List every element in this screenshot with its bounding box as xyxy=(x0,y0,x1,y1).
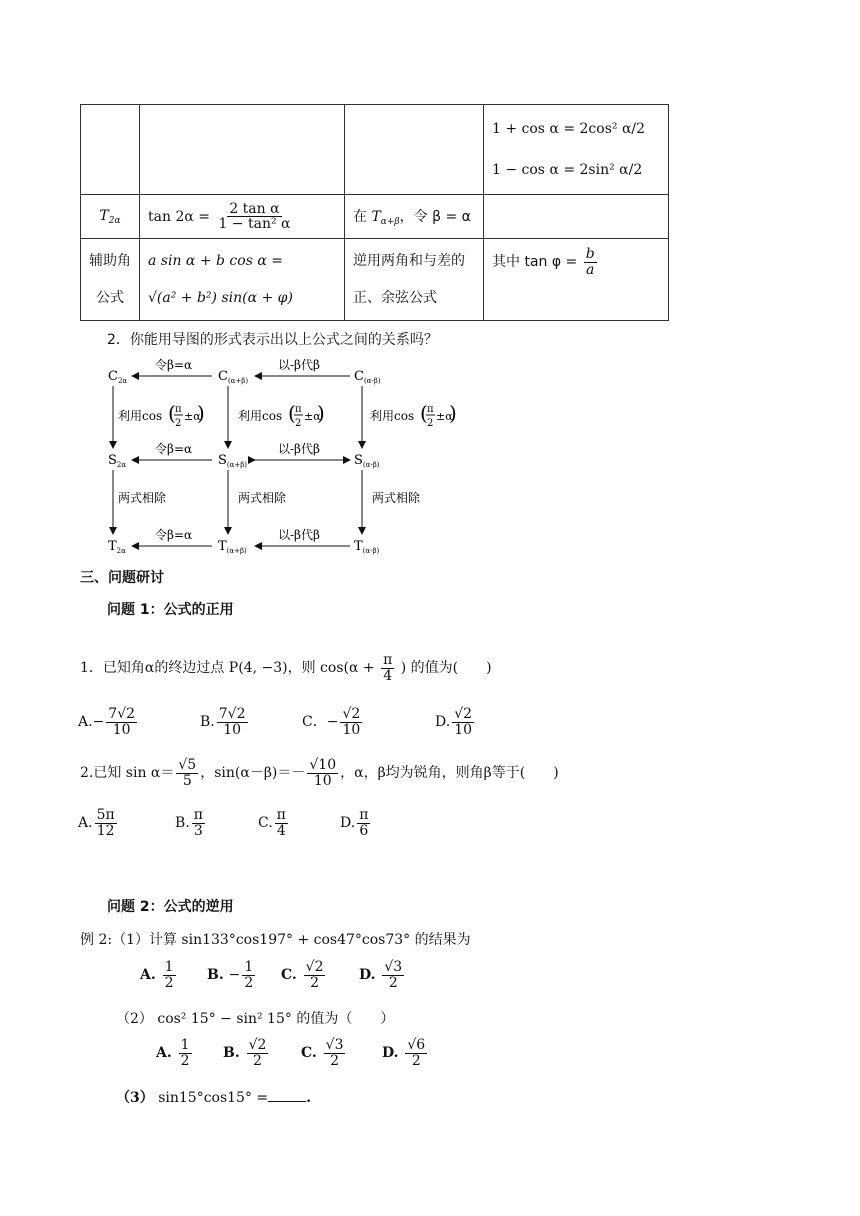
svg-text:): ) xyxy=(449,401,457,425)
option-fraction xyxy=(304,960,326,990)
fraction-denominator: 2 xyxy=(330,1052,340,1069)
note-prefix: 在 xyxy=(353,209,367,226)
option-fraction xyxy=(340,707,362,737)
q1-stem-a: 1．已知角α的终边过点 P(4, −3)，则 cos(α + xyxy=(80,660,375,677)
part3-text: sin15°cos15° = xyxy=(158,1090,269,1106)
table-row xyxy=(81,105,669,195)
note-t: T xyxy=(371,209,381,226)
aux-angle-name-1: 辅助角 xyxy=(89,253,131,270)
table-cell xyxy=(81,195,140,239)
svg-text:): ) xyxy=(317,401,325,425)
fraction-denominator: 4 xyxy=(276,822,286,839)
label-let-2: 令β=α xyxy=(155,442,193,456)
fraction-denominator: 2 xyxy=(253,1052,262,1069)
label-let-3: 令β=α xyxy=(155,528,193,542)
q1-stem xyxy=(80,653,492,683)
ex2-p2-option-d[interactable] xyxy=(382,1038,429,1068)
tan-double-left: tan 2α = xyxy=(148,208,210,225)
ex2-p1-option-d[interactable] xyxy=(359,960,406,990)
fraction-numerator: 1 xyxy=(244,959,254,975)
ex2-p2-option-a[interactable] xyxy=(156,1038,194,1068)
node-splus: $S_{(\alpha+\beta)}$ xyxy=(218,453,248,469)
svg-text:±α: ±α xyxy=(436,410,453,423)
problem-1-title: 问题 1：公式的正用 xyxy=(107,602,234,618)
fraction-numerator: √10 xyxy=(309,757,337,773)
label-replace-3: 以-β代β xyxy=(278,528,320,542)
table-cell xyxy=(484,239,669,321)
label-divide-1: 两式相除 xyxy=(118,491,167,505)
node-s2a: $S_{2\alpha}$ xyxy=(108,453,127,469)
option-letter: D. xyxy=(382,1045,399,1062)
fraction-numerator: π xyxy=(276,807,286,823)
fraction-numerator: 2 tan α xyxy=(229,200,280,217)
option-sign: − xyxy=(228,967,241,984)
q2-option-d[interactable] xyxy=(340,808,372,838)
option-letter: B. xyxy=(175,815,190,832)
option-fraction xyxy=(324,1038,346,1068)
svg-text:±α: ±α xyxy=(184,410,201,423)
table-cell xyxy=(484,195,669,239)
fraction-denominator: 2 xyxy=(310,974,320,991)
ex2-p1-option-c[interactable] xyxy=(281,960,327,990)
note-t-sub: α+β xyxy=(380,217,400,228)
option-letter: A. xyxy=(78,714,93,731)
fraction-numerator: √2 xyxy=(305,959,324,975)
aux-extra-prefix: 其中 tan φ = xyxy=(492,254,578,271)
formula-name: T xyxy=(99,207,109,224)
svg-text:(: ( xyxy=(168,401,176,425)
option-letter: D. xyxy=(340,815,356,832)
section-heading: 三、问题研讨 xyxy=(80,570,164,586)
fraction-denominator: 10 xyxy=(454,721,473,738)
node-c2a: $C_{2\alpha}$ xyxy=(108,369,128,385)
option-letter: D. xyxy=(435,714,451,731)
label-use-cos-1 xyxy=(118,401,205,429)
q1-option-d[interactable] xyxy=(435,707,476,737)
option-fraction xyxy=(106,707,137,737)
ex2-p2-option-b[interactable] xyxy=(223,1038,270,1068)
ex2-p2-option-c[interactable] xyxy=(301,1038,347,1068)
answer-blank[interactable] xyxy=(268,1101,306,1102)
q2-stem-c: ，α，β均为锐角，则角β等于( ) xyxy=(340,765,559,782)
option-letter: B. xyxy=(223,1045,240,1062)
option-fraction xyxy=(275,808,288,838)
q1-option-a[interactable] xyxy=(78,707,139,737)
label-replace-2: 以-β代β xyxy=(278,442,320,456)
q2-fraction-1 xyxy=(176,758,198,788)
fraction-numerator: π xyxy=(359,807,369,823)
svg-text:(: ( xyxy=(288,401,296,425)
option-fraction xyxy=(405,1038,427,1068)
option-fraction xyxy=(95,808,117,838)
table-cell xyxy=(345,195,484,239)
q2-option-b[interactable] xyxy=(175,808,207,838)
fraction-numerator: 1 xyxy=(164,959,174,975)
ex2-p1-option-a[interactable] xyxy=(140,960,178,990)
fraction-denominator: 2 xyxy=(244,974,254,991)
fraction-numerator: √5 xyxy=(178,757,197,773)
fraction-denominator: a xyxy=(586,261,595,278)
svg-text:(: ( xyxy=(420,401,428,425)
question-2: 2．你能用导图的形式表示出以上公式之间的关系吗？ xyxy=(107,332,438,348)
option-letter: C. xyxy=(281,967,297,984)
ex2-p1-option-b[interactable] xyxy=(207,960,257,990)
option-fraction xyxy=(217,707,248,737)
aux-angle-name-2: 公式 xyxy=(96,289,124,306)
aux-formula-line1: a sin α + b cos α = xyxy=(148,253,283,270)
option-fraction xyxy=(382,960,404,990)
fraction-denominator: 6 xyxy=(359,822,369,839)
fraction-denominator: 2 xyxy=(388,974,398,991)
fraction-denominator: 10 xyxy=(223,721,242,738)
svg-text:2: 2 xyxy=(175,418,182,429)
option-fraction xyxy=(357,808,370,838)
q2-option-c[interactable] xyxy=(258,808,290,838)
label-use-cos-2 xyxy=(238,401,325,429)
fraction-numerator: √3 xyxy=(325,1037,344,1053)
fraction-numerator: √2 xyxy=(342,706,361,722)
option-sign: − xyxy=(326,714,339,731)
option-letter: C. xyxy=(301,1045,317,1062)
option-letter: B. xyxy=(200,714,215,731)
table-row xyxy=(81,195,669,239)
node-sminus: $S_{(\alpha-\beta)}$ xyxy=(354,453,380,469)
label-divide-2: 两式相除 xyxy=(238,491,287,505)
aux-formula-line2: √(a² + b²) sin(α + φ) xyxy=(148,289,293,306)
fraction-denominator: 10 xyxy=(342,721,361,738)
fraction-numerator: 5π xyxy=(96,807,115,823)
svg-text:利用cos: 利用cos xyxy=(238,409,283,423)
fraction-numerator: 1 xyxy=(180,1037,190,1053)
option-fraction xyxy=(452,707,474,737)
option-letter: A. xyxy=(156,1045,172,1062)
fraction-denominator: 5 xyxy=(182,772,192,789)
fraction-numerator: √3 xyxy=(384,959,403,975)
table-cell xyxy=(484,105,669,195)
fraction-denominator: 2 xyxy=(164,974,174,991)
formula-name-sub: 2α xyxy=(108,215,121,226)
fraction-denominator: 12 xyxy=(96,822,115,839)
q1-option-c[interactable] xyxy=(302,707,364,737)
node-cplus: $C_{(\alpha+\beta)}$ xyxy=(218,369,249,385)
label-replace-1: 以-β代β xyxy=(278,358,320,372)
option-letter: B. xyxy=(207,967,224,984)
q2-fraction-2 xyxy=(307,758,338,788)
option-letter: A. xyxy=(140,967,156,984)
option-fraction xyxy=(179,1038,192,1068)
node-t2a: $T_{2\alpha}$ xyxy=(108,539,126,555)
half-angle-cos-formula: 1 + cos α = 2cos² α/2 xyxy=(492,121,646,137)
table-cell xyxy=(345,239,484,321)
table-row xyxy=(81,239,669,321)
svg-text:π: π xyxy=(175,404,182,415)
tan-double-fraction xyxy=(216,202,292,232)
node-cminus: $C_{(\alpha-\beta)}$ xyxy=(354,369,381,385)
option-fraction xyxy=(192,808,205,838)
aux-note-line1: 逆用两角和与差的 xyxy=(353,253,465,270)
q1-option-b[interactable] xyxy=(200,707,250,737)
label-use-cos-3 xyxy=(370,401,457,429)
example-2-part3 xyxy=(116,1087,311,1107)
aux-note-line2: 正、余弦公式 xyxy=(353,289,437,306)
option-fraction xyxy=(163,960,176,990)
option-fraction xyxy=(242,960,255,990)
table-cell xyxy=(140,239,345,321)
fraction-numerator: √2 xyxy=(248,1037,267,1053)
option-letter: A. xyxy=(78,815,93,832)
q2-stem-a: 2.已知 sin α＝ xyxy=(80,765,175,782)
part3-end: . xyxy=(306,1090,312,1106)
svg-text:π: π xyxy=(295,404,302,415)
fraction-numerator: √6 xyxy=(407,1037,426,1053)
table-cell xyxy=(345,105,484,195)
table-cell xyxy=(81,239,140,321)
q2-option-a[interactable] xyxy=(78,808,119,838)
fraction-numerator: 7√2 xyxy=(218,706,246,722)
fraction-numerator: b xyxy=(585,246,595,263)
fraction-denominator: 2 xyxy=(411,1052,421,1069)
svg-text:±α: ±α xyxy=(304,410,321,423)
svg-text:利用cos: 利用cos xyxy=(370,409,415,423)
q2-stem-b: ，sin(α－β)＝－ xyxy=(200,765,306,782)
formula-table xyxy=(80,104,669,321)
fraction-denominator: 10 xyxy=(112,721,131,738)
fraction-denominator: 1 − tan² α xyxy=(218,216,291,233)
fraction-numerator: √2 xyxy=(454,706,473,722)
label-let-1: 令β=α xyxy=(155,358,193,372)
q2-stem xyxy=(80,758,559,788)
node-tminus: $T_{(\alpha-\beta)}$ xyxy=(354,539,380,555)
label-divide-3: 两式相除 xyxy=(372,491,421,505)
option-letter: C. xyxy=(258,815,273,832)
half-angle-sin-formula: 1 − cos α = 2sin² α/2 xyxy=(492,161,643,178)
example-2-part2: （2） cos² 15° − sin² 15° 的值为（ ） xyxy=(116,1011,395,1027)
table-cell xyxy=(140,105,345,195)
option-letter: C． xyxy=(302,714,327,731)
fraction-denominator: 4 xyxy=(383,667,393,684)
option-fraction xyxy=(247,1038,269,1068)
q1-stem-b: ) 的值为( ) xyxy=(400,660,492,677)
table-cell xyxy=(81,105,140,195)
example-2-part1: 例 2:（1）计算 sin133°cos197° + cos47°cos73° 的结果为 xyxy=(80,932,471,948)
q1-stem-fraction xyxy=(381,653,394,683)
formula-relation-diagram xyxy=(100,356,480,556)
part3-label: （3） xyxy=(116,1090,154,1106)
option-letter: D. xyxy=(359,967,376,984)
fraction-denominator: 2 xyxy=(180,1052,190,1069)
aux-extra-fraction xyxy=(584,247,597,277)
note-suffix: ，令 β = α xyxy=(399,209,471,226)
option-sign: − xyxy=(92,714,105,731)
table-cell xyxy=(140,195,345,239)
node-tplus: $T_{(\alpha+\beta)}$ xyxy=(218,539,247,555)
problem-2-title: 问题 2：公式的逆用 xyxy=(107,899,234,915)
svg-text:2: 2 xyxy=(295,418,302,429)
fraction-numerator: π xyxy=(383,652,393,668)
svg-text:利用cos: 利用cos xyxy=(118,409,163,423)
fraction-denominator: 10 xyxy=(313,772,332,789)
svg-text:): ) xyxy=(197,401,205,425)
fraction-numerator: π xyxy=(193,807,203,823)
fraction-numerator: 7√2 xyxy=(108,706,136,722)
fraction-denominator: 3 xyxy=(193,822,203,839)
svg-text:π: π xyxy=(427,404,434,415)
svg-text:2: 2 xyxy=(427,418,434,429)
